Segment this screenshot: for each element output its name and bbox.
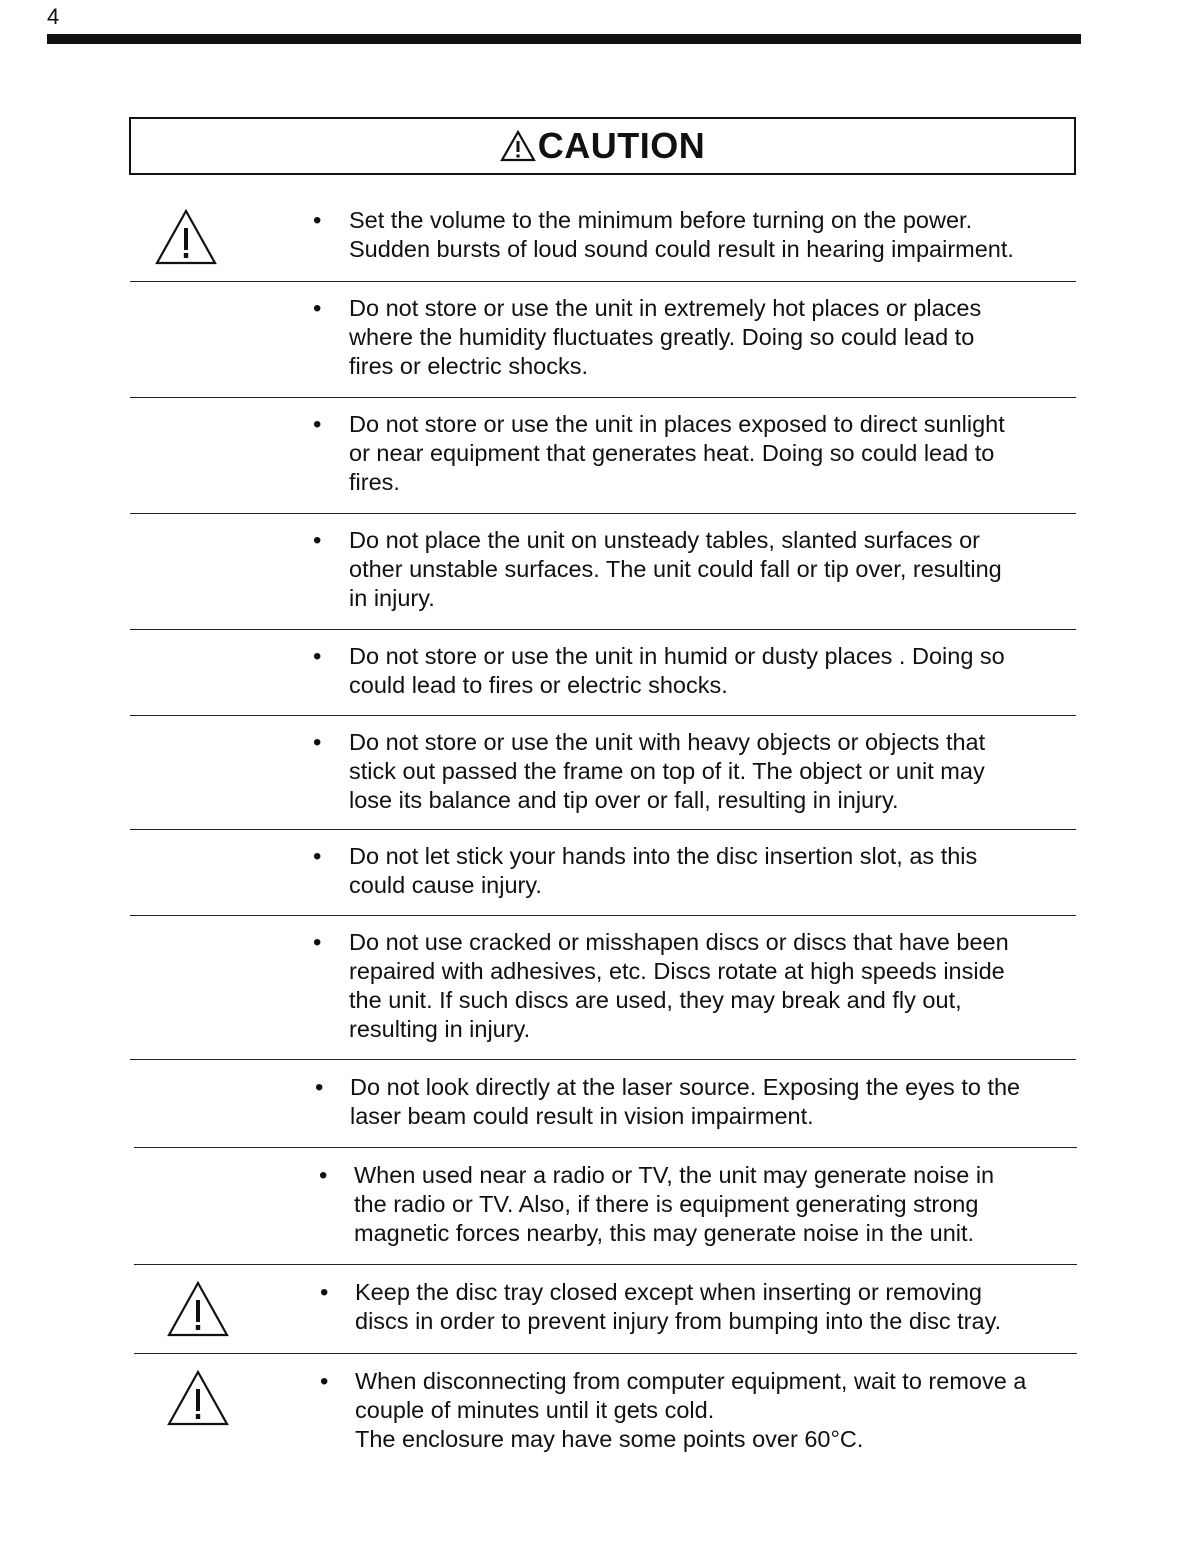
bullet: • [313,527,322,554]
caution-item [130,636,1076,716]
bullet: • [313,411,322,438]
caution-item [130,520,1076,630]
bullet: • [315,1074,324,1101]
caution-item-text: Do not use cracked or misshapen discs or discs that have been repaired with adhesives, etc. Discs rotate at high speeds inside the unit. If such discs are used, they may break and fly out, resulting in injury. [349,929,1009,1042]
caution-item-text: Set the volume to the minimum before turning on the power. Sudden bursts of loud sound could result in hearing impairment. [349,207,1014,262]
page-number: 4 [47,4,60,29]
caution-item [130,722,1076,830]
bullet: • [320,1279,329,1306]
caution-item-text: Do not store or use the unit in places exposed to direct sunlight or near equipment that generates heat. Doing so could lead to fires. [349,411,1005,495]
caution-item-text: Do not store or use the unit in extremely hot places or places where the humidity fluctuates greatly. Doing so could lead to fires or electric shocks. [349,295,982,379]
caution-item-text: Do not place the unit on unsteady tables, slanted surfaces or other unstable surfaces. The unit could fall or tip over, resulting in injury. [349,527,1002,611]
caution-item [134,1272,1077,1354]
caution-item [130,836,1076,916]
bullet: • [319,1162,328,1189]
warning-triangle-icon [154,208,218,266]
warning-triangle-icon [166,1369,230,1427]
bullet: • [320,1368,329,1395]
warning-triangle-icon [500,130,536,162]
bullet: • [313,295,322,322]
bullet: • [313,729,322,756]
header-rule [47,34,1081,44]
caution-item-text: Do not look directly at the laser source. Exposing the eyes to the laser beam could result in vision impairment. [350,1074,1021,1129]
caution-item-text: When used near a radio or TV, the unit may generate noise in the radio or TV. Also, if there is equipment generating strong magnetic forces nearby, this may generate noise in the unit. [354,1162,995,1246]
caution-item [130,200,1076,282]
caution-header [129,117,1076,175]
caution-item-text: Keep the disc tray closed except when inserting or removing discs in order to prevent injury from bumping into the disc tray. [355,1279,1002,1334]
caution-item [134,1067,1077,1148]
bullet: • [313,843,322,870]
caution-item [130,288,1076,398]
caution-title: CAUTION [537,125,706,166]
caution-item [130,404,1076,514]
bullet: • [313,643,322,670]
caution-item-text: Do not let stick your hands into the disc insertion slot, as this could cause injury. [349,843,978,898]
caution-item [134,1155,1077,1265]
caution-item [130,922,1076,1060]
caution-item-text: Do not store or use the unit in humid or dusty places . Doing so could lead to fires or electric shocks. [349,643,1005,698]
caution-item [134,1361,1077,1461]
caution-item-text: Do not store or use the unit with heavy objects or objects that stick out passed the frame on top of it. The object or unit may lose its balance and tip over or fall, resulting in injury. [349,729,986,813]
caution-item-text: When disconnecting from computer equipment, wait to remove a couple of minutes until it gets cold. The enclosure may have some points over 60°C. [355,1368,1027,1452]
bullet: • [313,207,322,234]
warning-triangle-icon [166,1280,230,1338]
bullet: • [313,929,322,956]
